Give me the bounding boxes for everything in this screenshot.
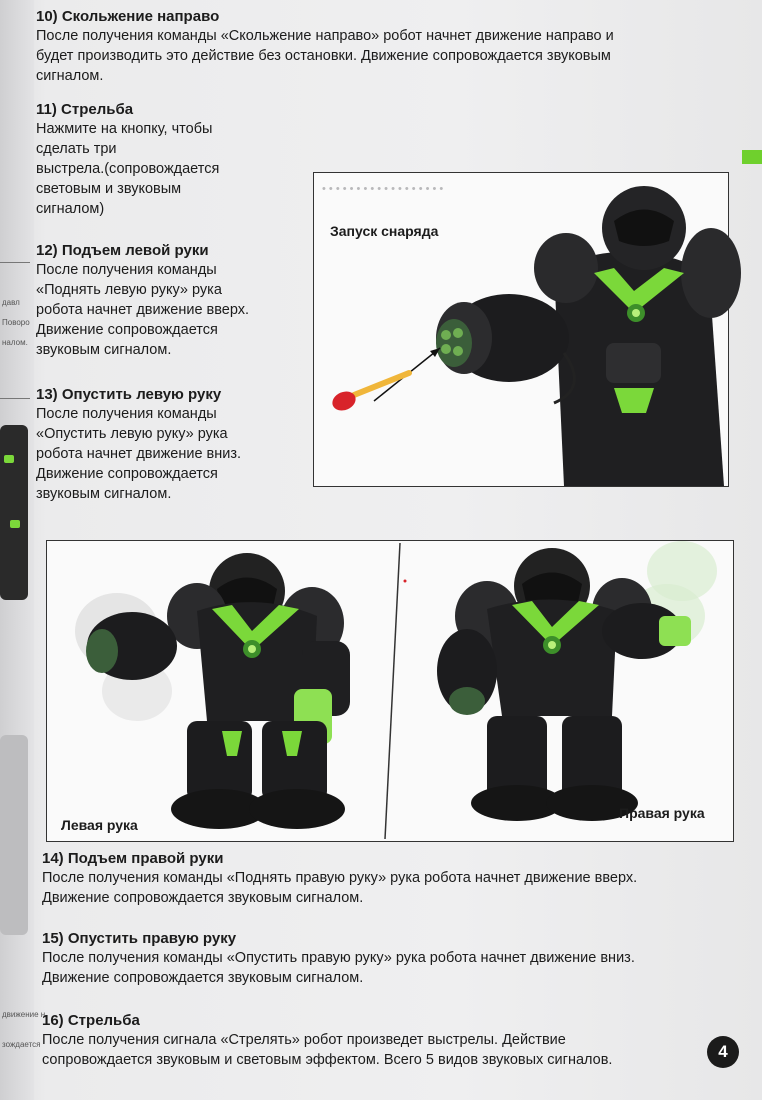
spine-text-5: зождается (2, 1040, 41, 1049)
section-line: звуковым сигналом. (36, 342, 172, 358)
section-title: 11) Стрельба (36, 101, 134, 118)
section-line: После получения сигнала «Стрелять» робот произведет выстрелы. Действие (42, 1032, 566, 1048)
section-title: 13) Опустить левую руку (36, 386, 222, 403)
adjacent-page-strip (0, 0, 46, 1100)
section-line: После получения команды (36, 262, 217, 278)
spine-text-3: налом. (2, 338, 28, 347)
section-line: сопровождается звуковым и световым эффектом. Всего 5 видов звуковых сигналов. (42, 1052, 613, 1068)
section-line: Движение сопровождается (36, 322, 218, 338)
left-arm-caption: Левая рука (61, 817, 138, 833)
section-line: После получения команды «Опустить правую руку» рука робота начнет движение вниз. (42, 950, 635, 966)
section-line: Движение сопровождается (36, 466, 218, 482)
section-title: 16) Стрельба (42, 1012, 140, 1029)
section-line: сигналом. (36, 68, 104, 84)
launch-figure: • • • • • • • • • • • • • • • • • • Запуск снаряда (313, 172, 729, 487)
section-16 (42, 1012, 702, 1070)
edge-color-tab (742, 150, 762, 164)
section-14 (42, 850, 732, 908)
section-15 (42, 930, 732, 988)
section-11 (36, 101, 296, 219)
section-line: После получения команды (36, 406, 217, 422)
section-title: 15) Опустить правую руку (42, 930, 237, 947)
section-line: выстрела.(сопровождается (36, 161, 220, 177)
right-arm-caption: Правая рука (619, 805, 705, 821)
section-line: звуковым сигналом. (36, 486, 172, 502)
robot-arm-illustration (47, 541, 733, 841)
section-line: робота начнет движение вверх. (36, 302, 250, 318)
section-line: Движение сопровождается звуковым сигналом. (42, 970, 364, 986)
section-line: робота начнет движение вниз. (36, 446, 242, 462)
section-title: 10) Скольжение направо (36, 8, 220, 25)
section-line: После получения команды «Поднять правую руку» рука робота начнет движение вверх. (42, 870, 638, 886)
section-line: «Опустить левую руку» рука (36, 426, 228, 442)
section-12 (36, 242, 306, 360)
section-line: Движение сопровождается звуковым сигналом. (42, 890, 364, 906)
page-number: 4 (707, 1036, 739, 1068)
section-line: сделать три (36, 141, 117, 157)
section-line: «Поднять левую руку» рука (36, 282, 222, 298)
section-13 (36, 386, 306, 504)
launch-caption: Запуск снаряда (330, 223, 439, 239)
section-line: Нажмите на кнопку, чтобы (36, 121, 213, 137)
section-title: 14) Подъем правой руки (42, 850, 224, 867)
robot-launch-illustration (314, 173, 728, 486)
section-line: После получения команды «Скольжение направо» робот начнет движение направо и (36, 28, 614, 44)
section-10 (36, 8, 726, 86)
section-line: будет производить это действие без остановки. Движение сопровождается звуковым (36, 48, 611, 64)
spine-text-1: давл (2, 298, 20, 307)
section-line: световым и звуковым (36, 181, 182, 197)
spine-text-4: движение н (2, 1010, 46, 1019)
spine-text-2: Поворо (2, 318, 30, 327)
arm-figure (46, 540, 734, 842)
section-title: 12) Подъем левой руки (36, 242, 209, 259)
section-line: сигналом) (36, 201, 105, 217)
